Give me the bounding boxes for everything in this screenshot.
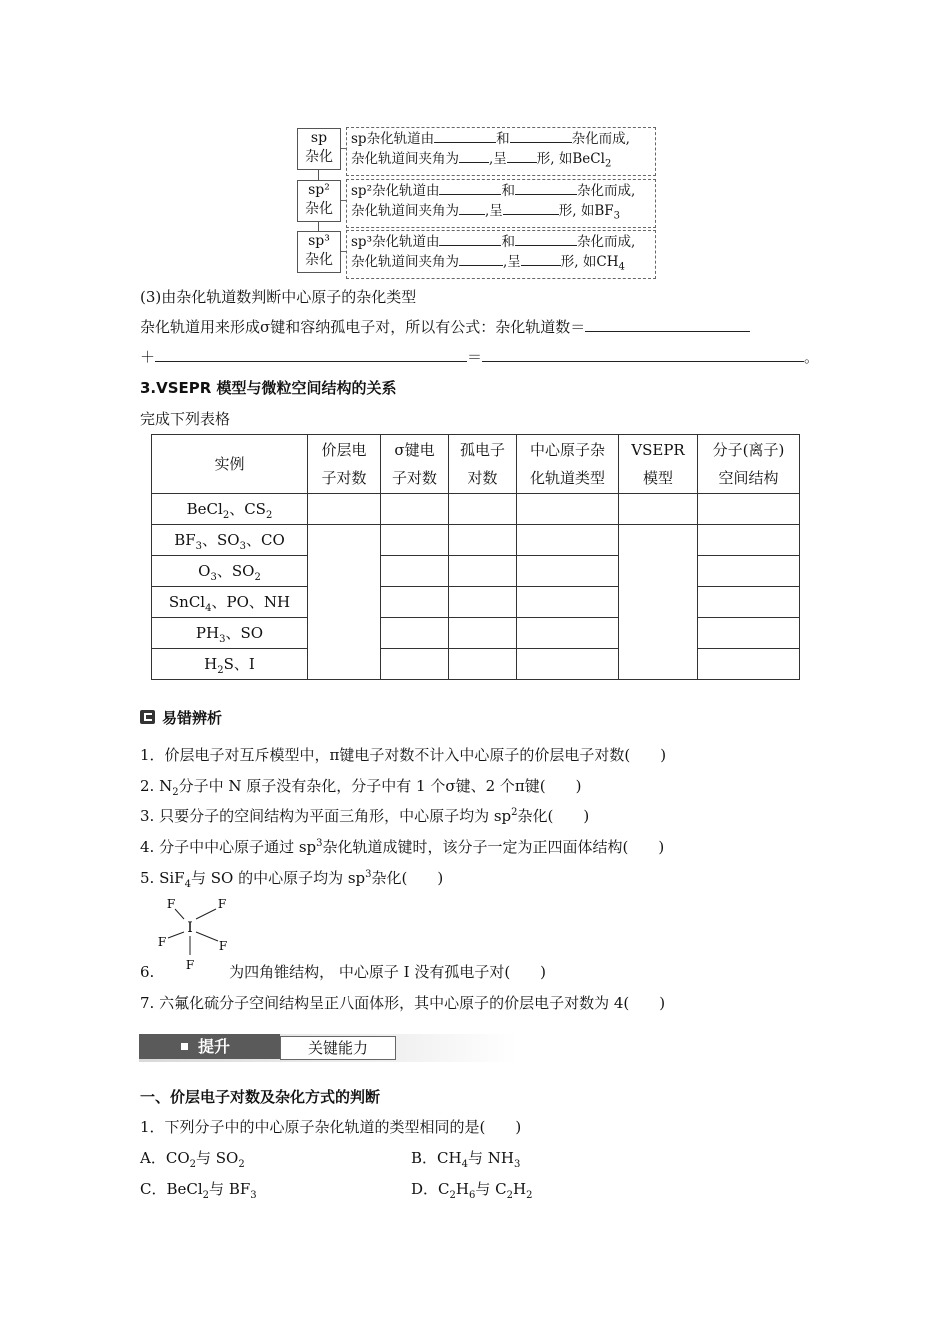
text: ,呈 [503,254,521,270]
table-row [152,649,800,680]
table-row [152,587,800,618]
header-sigma-pairs [381,435,449,494]
example-cell: $BF_3$、$SO_3$、CO [152,525,308,556]
subscript: 2 [604,158,612,170]
header-text: 子对数 [391,469,437,487]
header-text: 价层电 [321,441,367,459]
error-analysis-title: 易错辨析 [162,709,223,727]
section3-title: 3.VSEPR 模型与微粒空间结构的关系 [140,379,397,397]
text: 形, 如BeCl [536,151,605,167]
text: sp²杂化轨道由 [351,183,440,199]
sp2-label [297,180,341,222]
answer-cell[interactable] [517,494,619,525]
example-cell: BeCl$_2$、$CS_2$ [152,494,308,525]
answer-cell[interactable] [381,525,449,556]
bond [175,909,184,919]
answer-cell[interactable] [381,649,449,680]
answer-cell[interactable] [381,587,449,618]
example-cell: $H_2S$、I [152,649,308,680]
bond [196,909,216,919]
text: ＝ [467,348,483,366]
part3-formula-line1 [140,316,750,337]
answer-cell[interactable] [449,556,517,587]
part3-formula-line2 [140,346,819,367]
header-text: σ键电 [394,441,435,459]
label-top: sp [310,130,328,146]
part3-title: (3)由杂化轨道数判断中心原子的杂化类型 [140,288,417,306]
header-text: 对数 [467,469,498,487]
example-cell: SnCl$_4$、PO、NH [152,587,308,618]
option-c[interactable]: C．BeCl$_2$与 $BF_3$ [140,1180,257,1201]
section3-instruction: 完成下列表格 [140,410,231,428]
error-item-2: 2. $N_2$分子中 N 原子没有杂化，分子中有 1 个σ键、2 个π键( ) [140,777,582,798]
text: 杂化轨道间夹角为 [351,203,459,219]
answer-blank[interactable] [585,317,750,332]
example-cell: $PH_3$、SO [152,618,308,649]
header-text: 化轨道类型 [529,469,605,487]
error-item-5: 5. SiF$_4$与 SO 的中心原子均为 $sp^3$杂化( ) [140,869,444,890]
vsepr-table [151,434,800,680]
label-bottom: 杂化 [305,149,333,165]
table-header-row [152,435,800,494]
sp2-description [346,179,656,228]
text: 和 [501,234,515,250]
text: 。 [804,348,820,366]
answer-cell[interactable] [449,649,517,680]
label-top: sp² [308,182,330,198]
header-lone-pairs [449,435,517,494]
banner-tag [139,1034,280,1059]
option-a[interactable]: A．$CO_2$与 $SO_2$ [140,1149,245,1170]
atom-f: F [166,897,176,911]
answer-cell-merged[interactable] [619,525,698,680]
error-item-7: 7. 六氟化硫分子空间结构呈正八面体形，其中心原子的价层电子对数为 4( ) [140,994,666,1012]
answer-cell[interactable] [381,556,449,587]
table-row [152,494,800,525]
answer-cell[interactable] [517,556,619,587]
header-text: 实例 [214,455,245,473]
text: ,呈 [485,203,503,219]
bond [196,932,218,941]
answer-cell[interactable] [449,494,517,525]
text: 杂化而成, [576,183,636,199]
error-item-6: 6. 为四角锥结构， 中心原子 I 没有孤电子对( ) [140,963,547,981]
example-cell: $O_3$、$SO_2$ [152,556,308,587]
answer-cell[interactable] [517,525,619,556]
text: 形, 如CH [560,254,619,270]
answer-cell[interactable] [381,618,449,649]
text: 杂化轨道间夹角为 [351,254,459,270]
text: 和 [496,131,510,147]
text: sp杂化轨道由 [351,131,435,147]
atom-f: F [218,939,228,953]
header-text: 分子(离子) [712,441,785,459]
error-analysis-icon [140,710,155,724]
answer-cell[interactable] [698,494,800,525]
label-bottom: 杂化 [305,201,333,217]
answer-cell[interactable] [517,587,619,618]
text: 杂化轨道间夹角为 [351,151,459,167]
answer-blank[interactable] [155,347,467,362]
practice-section-title: 一、价层电子对数及杂化方式的判断 [140,1088,381,1106]
sp3-description [346,230,656,279]
atom-f: F [157,935,167,949]
header-hybridization [517,435,619,494]
header-text: 孤电子 [459,441,505,459]
text: 和 [501,183,515,199]
text: ,呈 [489,151,507,167]
header-example [152,435,308,494]
atom-center: I [187,920,193,936]
text: 杂化而成, [576,234,636,250]
header-valence-pairs [308,435,381,494]
header-text: VSEPR [631,441,685,459]
label-top: sp³ [308,233,330,249]
subscript: 4 [618,261,625,273]
question-1: 1．下列分子中的中心原子杂化轨道的类型相同的是( ) [140,1118,522,1136]
answer-cell-merged[interactable] [308,525,381,680]
error-item-1: 1．价层电子对互斥模型中，π键电子对数不计入中心原子的价层电子对数( ) [140,746,667,764]
label-bottom: 杂化 [305,252,333,268]
header-text: 中心原子杂 [529,441,605,459]
answer-cell[interactable] [698,556,800,587]
answer-cell[interactable] [449,525,517,556]
header-text: 模型 [642,469,673,487]
text: 杂化轨道用来形成σ键和容纳孤电子对，所以有公式：杂化轨道数＝ [140,318,586,336]
sp3-label [297,231,341,273]
header-text: 空间结构 [718,469,779,487]
header-vsepr-model [619,435,698,494]
header-text: 子对数 [321,469,367,487]
bond [168,932,184,938]
square-icon [181,1043,188,1050]
text: ＋ [140,348,156,366]
answer-cell[interactable] [698,587,800,618]
answer-cell[interactable] [698,525,800,556]
answer-blank[interactable] [482,347,804,362]
answer-cell[interactable] [449,618,517,649]
header-spatial-structure [698,435,800,494]
table-row [152,556,800,587]
error-item-3: 3. 只要分子的空间结构为平面三角形，中心原子均为 $sp^2$杂化( ) [140,807,590,825]
text: 形, 如BF [558,203,614,219]
sp-label [297,128,341,170]
answer-cell[interactable] [381,494,449,525]
answer-cell[interactable] [308,494,381,525]
answer-cell[interactable] [619,494,698,525]
atom-f: F [217,897,227,911]
answer-cell[interactable] [449,587,517,618]
text: 杂化而成, [571,131,630,147]
answer-cell[interactable] [517,618,619,649]
option-b[interactable]: B．$CH_4$与 $NH_3$ [411,1149,521,1170]
banner-dark-text: 提升 [198,1037,231,1056]
answer-cell[interactable] [698,649,800,680]
sp-description [346,127,656,176]
error-item-4: 4. 分子中中心原子通过 $sp^3$杂化轨道成键时，该分子一定为正四面体结构( ) [140,838,665,856]
subscript: 3 [613,210,621,222]
text: sp³杂化轨道由 [351,234,440,250]
table-row [152,618,800,649]
answer-cell[interactable] [698,618,800,649]
atom-f: F [185,958,195,972]
option-d[interactable]: D．$C_2H_6$与 $C_2H_2$ [411,1180,533,1201]
banner-subtitle: 关键能力 [280,1036,396,1060]
answer-cell[interactable] [517,649,619,680]
table-row [152,525,800,556]
